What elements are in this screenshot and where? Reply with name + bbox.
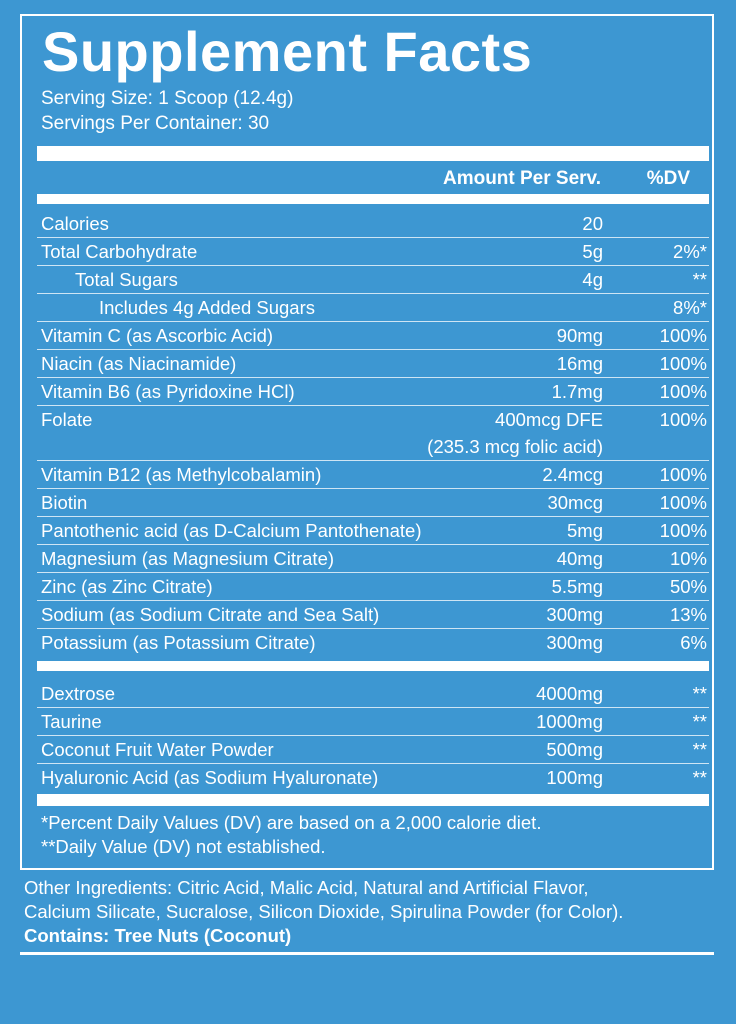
- nutrient-amount: 90mg: [556, 325, 603, 346]
- nutrient-amount: 2.4mcg: [542, 464, 603, 485]
- nutrient-amount: 400mcg DFE: [495, 409, 603, 430]
- nutrient-amount: 40mg: [556, 548, 603, 569]
- nutrient-amount: 1000mg: [536, 711, 603, 732]
- nutrient-row: [37, 294, 709, 322]
- nutrient-name: Vitamin B6 (as Pyridoxine HCl): [41, 381, 295, 402]
- other-nutrient-row: [37, 764, 709, 791]
- thick-divider-top: [37, 146, 709, 161]
- nutrient-row: [37, 266, 709, 294]
- nutrient-row: [37, 238, 709, 266]
- nutrient-dv: 13%: [669, 604, 707, 625]
- nutrient-dv: 50%: [669, 576, 707, 597]
- nutrient-row: [37, 629, 709, 656]
- thick-divider-middle: [37, 661, 709, 671]
- nutrient-row: [37, 461, 709, 489]
- header-dv: %DV: [646, 168, 690, 189]
- nutrient-amount: 300mg: [546, 632, 603, 653]
- other-nutrient-row: [37, 708, 709, 736]
- nutrient-row: [37, 545, 709, 573]
- nutrient-amount: 1.7mg: [551, 381, 603, 402]
- nutrient-dv: 100%: [659, 325, 707, 346]
- footnote-dv: *Percent Daily Values (DV) are based on a 2,000 calorie diet.: [41, 812, 542, 833]
- nutrient-name: Coconut Fruit Water Powder: [41, 739, 274, 760]
- nutrient-dv: 10%: [669, 548, 707, 569]
- other-ingredients-line-2: Calcium Silicate, Sucralose, Silicon Dioxide, Spirulina Powder (for Color).: [24, 901, 624, 922]
- nutrient-dv: 6%: [680, 632, 707, 653]
- nutrient-sub-amount: (235.3 mcg folic acid): [427, 436, 603, 457]
- nutrient-amount: 5g: [582, 241, 603, 262]
- nutrient-row: [37, 210, 709, 238]
- nutrient-row: [37, 573, 709, 601]
- nutrient-name: Folate: [41, 409, 93, 430]
- footnote-not-established: **Daily Value (DV) not established.: [41, 836, 326, 857]
- nutrient-amount: 5.5mg: [551, 576, 603, 597]
- supplement-facts-panel: [20, 14, 714, 870]
- other-nutrient-row: [37, 680, 709, 708]
- nutrient-dv: 100%: [659, 464, 707, 485]
- nutrient-name: Total Sugars: [75, 269, 178, 290]
- other-nutrient-row: [37, 736, 709, 764]
- nutrient-amount: 4000mg: [536, 683, 603, 704]
- nutrient-dv: 8%*: [673, 297, 707, 318]
- nutrient-name: Dextrose: [41, 683, 116, 704]
- nutrient-row: [37, 322, 709, 350]
- serving-size: Serving Size: 1 Scoop (12.4g): [41, 88, 294, 109]
- nutrient-dv: **: [692, 739, 707, 760]
- nutrient-dv: **: [692, 683, 707, 704]
- nutrient-row: [37, 517, 709, 545]
- nutrient-name: Sodium (as Sodium Citrate and Sea Salt): [41, 604, 380, 625]
- nutrient-row: [37, 378, 709, 406]
- bottom-divider: [20, 952, 714, 955]
- nutrient-row: [37, 601, 709, 629]
- nutrient-name: Vitamin C (as Ascorbic Acid): [41, 325, 274, 346]
- thick-divider-header: [37, 194, 709, 204]
- nutrient-dv: **: [692, 711, 707, 732]
- panel-title: Supplement Facts: [42, 20, 533, 83]
- nutrient-dv: 100%: [659, 520, 707, 541]
- nutrient-dv: 100%: [659, 409, 707, 430]
- other-ingredients-line-1: Other Ingredients: Citric Acid, Malic Acid, Natural and Artificial Flavor,: [24, 877, 589, 898]
- nutrient-amount: 100mg: [546, 767, 603, 788]
- allergen-statement: Contains: Tree Nuts (Coconut): [24, 925, 292, 946]
- nutrient-amount: 300mg: [546, 604, 603, 625]
- nutrient-name: Taurine: [41, 711, 102, 732]
- nutrient-dv: 2%*: [673, 241, 707, 262]
- nutrient-name: Pantothenic acid (as D-Calcium Pantothenate): [41, 520, 422, 541]
- nutrient-amount: 20: [582, 213, 603, 234]
- nutrient-name: Calories: [41, 213, 109, 234]
- thick-divider-bottom: [37, 794, 709, 806]
- nutrient-dv: 100%: [659, 492, 707, 513]
- nutrient-name: Hyaluronic Acid (as Sodium Hyaluronate): [41, 767, 379, 788]
- nutrient-name: Includes 4g Added Sugars: [99, 297, 315, 318]
- header-amount: Amount Per Serv.: [442, 168, 601, 189]
- nutrient-dv: 100%: [659, 381, 707, 402]
- nutrient-amount: 500mg: [546, 739, 603, 760]
- servings-per-container: Servings Per Container: 30: [41, 113, 270, 134]
- nutrient-dv: 100%: [659, 353, 707, 374]
- nutrient-amount: 16mg: [556, 353, 603, 374]
- nutrient-name: Zinc (as Zinc Citrate): [41, 576, 213, 597]
- nutrient-name: Potassium (as Potassium Citrate): [41, 632, 316, 653]
- nutrient-row: [37, 489, 709, 517]
- nutrient-amount: 4g: [582, 269, 603, 290]
- nutrient-row: [37, 406, 709, 461]
- nutrient-name: Niacin (as Niacinamide): [41, 353, 237, 374]
- nutrient-dv: **: [692, 767, 707, 788]
- nutrient-amount: 5mg: [567, 520, 603, 541]
- nutrient-amount: 30mcg: [547, 492, 603, 513]
- nutrient-dv: **: [692, 269, 707, 290]
- nutrient-name: Total Carbohydrate: [41, 241, 198, 262]
- nutrient-name: Magnesium (as Magnesium Citrate): [41, 548, 335, 569]
- nutrient-name: Biotin: [41, 492, 88, 513]
- nutrient-row: [37, 350, 709, 378]
- nutrient-name: Vitamin B12 (as Methylcobalamin): [41, 464, 322, 485]
